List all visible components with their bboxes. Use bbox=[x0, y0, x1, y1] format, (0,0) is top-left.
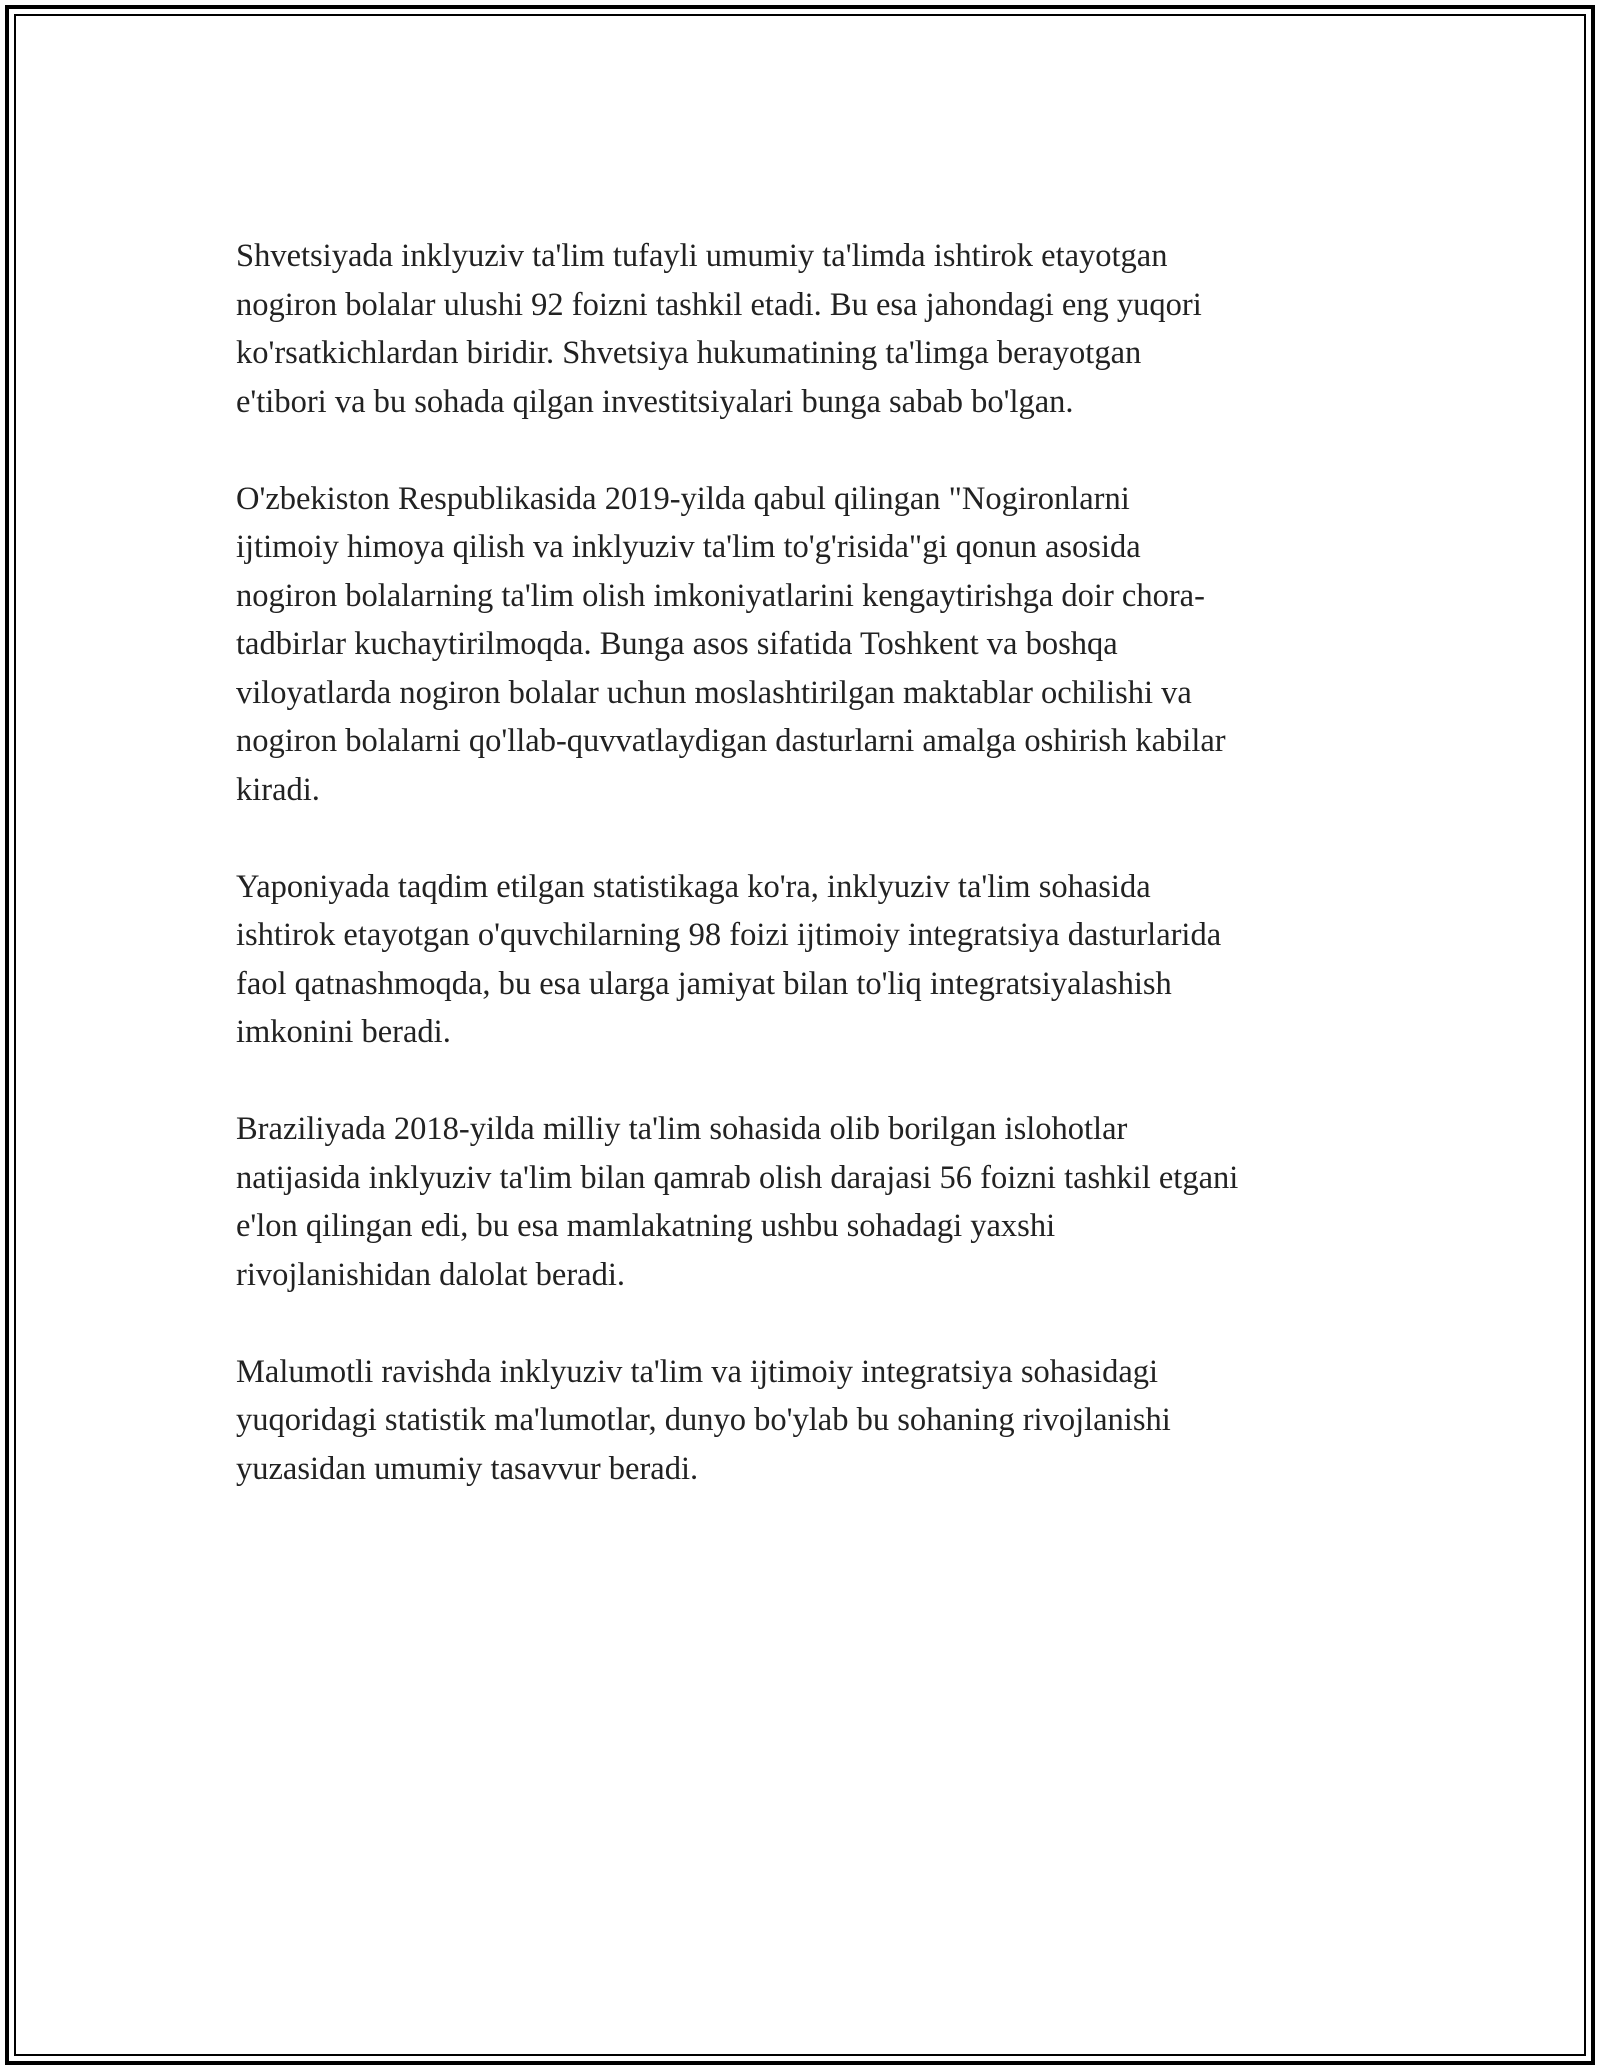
paragraph-sweden bbox=[236, 232, 1376, 426]
text-line: tadbirlar kuchaytirilmoqda. Bunga asos sifatida Toshkent va boshqa bbox=[236, 626, 1118, 662]
text-line: Braziliyada 2018-yilda milliy ta'lim sohasida olib borilgan islohotlar bbox=[236, 1111, 1128, 1147]
text-line: viloyatlarda nogiron bolalar uchun moslashtirilgan maktablar ochilishi va bbox=[236, 674, 1192, 711]
text-line: ijtimoiy himoya qilish va inklyuziv ta'lim to'g'risida"gi qonun asosida bbox=[236, 529, 1141, 565]
text-line: yuzasidan umumiy tasavvur beradi. bbox=[236, 1450, 699, 1487]
text-line: nogiron bolalarning ta'lim olish imkoniyatlarini kengaytirishga doir chora- bbox=[236, 577, 1205, 614]
paragraph-uzbekistan bbox=[236, 475, 1376, 815]
paragraph-conclusion bbox=[236, 1348, 1376, 1494]
paragraph-japan bbox=[236, 863, 1376, 1057]
text-line: O'zbekiston Respublikasida 2019-yilda qabul qilingan "Nogironlarni bbox=[236, 480, 1130, 517]
text-line: natijasida inklyuziv ta'lim bilan qamrab olish darajasi 56 foizni tashkil etgani bbox=[236, 1159, 1239, 1196]
text-line: imkonini beradi. bbox=[236, 1014, 451, 1050]
text-line: Yaponiyada taqdim etilgan statistikaga ko'ra, inklyuziv ta'lim sohasida bbox=[236, 868, 1151, 905]
text-line: nogiron bolalar ulushi 92 foizni tashkil etadi. Bu esa jahondagi eng yuqori bbox=[236, 286, 1202, 323]
text-line: e'lon qilingan edi, bu esa mamlakatning ushbu sohadagi yaxshi bbox=[236, 1208, 1056, 1244]
text-line: nogiron bolalarni qo'llab-quvvatlaydigan dasturlarni amalga oshirish kabilar bbox=[236, 723, 1226, 759]
document-body bbox=[236, 232, 1376, 1542]
text-line: Malumotli ravishda inklyuziv ta'lim va ijtimoiy integratsiya sohasidagi bbox=[236, 1353, 1159, 1390]
text-line: faol qatnashmoqda, bu esa ularga jamiyat bilan to'liq integratsiyalashish bbox=[236, 965, 1172, 1002]
text-line: Shvetsiyada inklyuziv ta'lim tufayli umumiy ta'limda ishtirok etayotgan bbox=[236, 238, 1168, 274]
text-line: rivojlanishidan dalolat beradi. bbox=[236, 1256, 625, 1293]
text-line: yuqoridagi statistik ma'lumotlar, dunyo bo'ylab bu sohaning rivojlanishi bbox=[236, 1402, 1171, 1438]
text-line: ishtirok etayotgan o'quvchilarning 98 foizi ijtimoiy integratsiya dasturlarida bbox=[236, 917, 1222, 953]
paragraph-brazil bbox=[236, 1105, 1376, 1299]
text-line: ko'rsatkichlardan biridir. Shvetsiya hukumatining ta'limga berayotgan bbox=[236, 335, 1142, 371]
text-line: e'tibori va bu sohada qilgan investitsiyalari bunga sabab bo'lgan. bbox=[236, 383, 1074, 420]
text-line: kiradi. bbox=[236, 771, 320, 808]
